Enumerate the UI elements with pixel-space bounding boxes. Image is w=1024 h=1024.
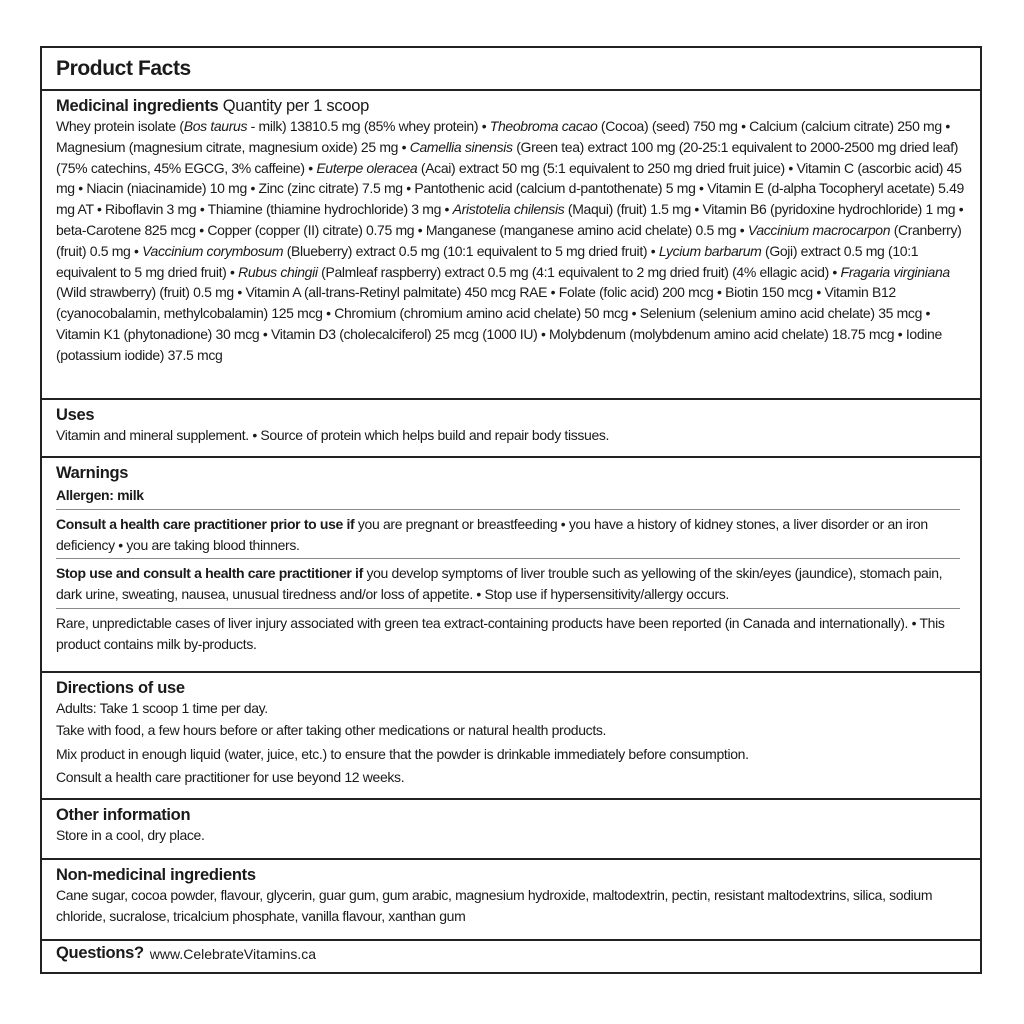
divider [56, 509, 960, 510]
latin-name: Theobroma cacao [489, 118, 598, 134]
uses-text: Vitamin and mineral supplement. • Source of protein which helps build and repair body tissues. [56, 427, 610, 443]
website-link[interactable]: www.CelebrateVitamins.ca [149, 945, 317, 962]
warnings-heading: Warnings [56, 464, 129, 482]
questions-label: Questions? [56, 944, 144, 962]
consult-warning-text: you are pregnant or breastfeeding • you have a history of kidney stones, a liver disorder or an iron deficiency • you are taking blood thinners. [56, 515, 928, 553]
medicinal-ingredients-heading [56, 91, 966, 116]
directions-section [42, 673, 980, 800]
uses-section [42, 400, 980, 458]
medicinal-heading-text: Medicinal ingredients [56, 97, 219, 115]
stop-use-warning [56, 563, 966, 605]
divider [56, 608, 960, 609]
product-facts-panel [40, 46, 982, 974]
medicinal-ingredients-list: Whey protein isolate (Bos taurus - milk) 13810.5 mg (85% whey protein) • Theobroma cacao (Cocoa) (seed) 750 mg • Calcium (calcium citrate) 250 mg • Magnesium (magnesium citrate, magnesium oxide) 25 mg • Camellia sinensis (Green tea) extract 100 mg (20-25:1 equivalent to 2000-2500 mg dried leaf) (75% catechins, 45% EGCG, 3% caffeine) • Euterpe oleracea (Acai) extract 50 mg (5:1 equivalent to 250 mg dried fruit juice) • Vitamin C (ascorbic acid) 45 mg • Niacin (niacinamide) 10 mg • Zinc (zinc citrate) 7.5 mg • Pantothenic acid (calcium d-pantothenate) 5 mg • Vitamin E (d-alpha Tocopheryl acetate) 5.49 mg AT • Riboflavin 3 mg • Thiamine (thiamine hydrochloride) 3 mg • Aristotelia chilensis (Maqui) (fruit) 1.5 mg • Vitamin B6 (pyridoxine hydrochloride) 1 mg • beta-Carotene 825 mcg • Copper (copper (II) citrate) 0.75 mg • Manganese (manganese amino acid chelate) 0.5 mg • Vaccinium macrocarpon (Cranberry) (fruit) 0.5 mg • Vaccinium corymbosum (Blueberry) extract 0.5 mg (10:1 equivalent to 5 mg dried fruit) • Lycium barbarum (Goji) extract 0.5 mg (10:1 equivalent to 5 mg dried fruit) • Rubus chingii (Palmleaf raspberry) extract 0.5 mg (4:1 equivalent to 2 mg dried fruit) (4% ellagic acid) • Fragaria virginiana (Wild strawberry) (fruit) 0.5 mg • Vitamin A (all-trans-Retinyl palmitate) 450 mcg RAE • Folate (folic acid) 200 mcg • Biotin 150 mcg • Vitamin B12 (cyanocobalamin, methylcobalamin) 125 mcg • Chromium (chromium amino acid chelate) 50 mcg • Selenium (selenium amino acid chelate) 35 mcg • Vitamin K1 (phytonadione) 30 mcg • Vitamin D3 (cholecalciferol) 25 mcg (1000 IU) • Molybdenum (molybdenum amino acid chelate) 18.75 mcg • Iodine (potassium iodide) 37.5 mcg [56, 118, 964, 363]
stop-use-warning-text: you develop symptoms of liver trouble such as yellowing of the skin/eyes (jaundice), stomach pain, dark urine, sweating, nausea, unusual tiredness and/or loss of appetite. • Stop use if hypersensitivity/allergy occurs. [56, 565, 943, 603]
medicinal-ingredients-section [42, 91, 980, 400]
non-medicinal-ingredients-list: Cane sugar, cocoa powder, flavour, glycerin, guar gum, gum arabic, magnesium hydroxide, maltodextrin, pectin, resistant maltodextrins, silica, sodium chloride, sucralose, tricalcium phosphate, vanilla flavour, xanthan gum [56, 887, 933, 924]
direction-line: Take with food, a few hours before or after taking other medications or natural health products. [56, 722, 607, 738]
page-title: Product Facts [56, 56, 191, 80]
latin-name: Vaccinium macrocarpon [747, 221, 891, 238]
direction-line: Mix product in enough liquid (water, juice, etc.) to ensure that the powder is drinkable immediately before consumption. [56, 745, 749, 762]
consult-warning [56, 514, 966, 556]
questions-section [42, 941, 980, 966]
direction-line: Consult a health care practitioner for use beyond 12 weeks. [56, 769, 405, 785]
title-section [42, 48, 980, 91]
stop-use-warning-lead: Stop use and consult a health care practitioner if [56, 565, 363, 582]
latin-name: Vaccinium corymbosum [142, 242, 284, 259]
latin-name: Rubus chingii [238, 263, 318, 280]
latin-name: Camellia sinensis [409, 138, 513, 155]
non-medicinal-ingredients-section [42, 860, 980, 941]
direction-line: Adults: Take 1 scoop 1 time per day. [56, 700, 268, 716]
directions-heading: Directions of use [56, 679, 185, 697]
liver-injury-warning: Rare, unpredictable cases of liver injury associated with green tea extract-containing products have been reported (in Canada and internationally). • This product contains milk by-products. [56, 614, 945, 652]
latin-name: Aristotelia chilensis [452, 201, 565, 218]
allergen-text: Allergen: milk [56, 487, 144, 503]
warnings-section [42, 458, 980, 673]
other-information-heading: Other information [56, 806, 191, 824]
latin-name: Lycium barbarum [658, 242, 762, 259]
other-information-section [42, 800, 980, 860]
quantity-per-scoop: Quantity per 1 scoop [222, 97, 369, 115]
latin-name: Euterpe oleracea [316, 159, 418, 176]
latin-name: Fragaria virginiana [840, 263, 950, 280]
uses-heading: Uses [56, 406, 95, 424]
latin-name: Bos taurus [183, 118, 248, 134]
consult-warning-lead: Consult a health care practitioner prior to use if [56, 515, 355, 532]
divider [56, 558, 960, 559]
non-medicinal-heading: Non-medicinal ingredients [56, 866, 256, 884]
storage-text: Store in a cool, dry place. [56, 827, 205, 843]
